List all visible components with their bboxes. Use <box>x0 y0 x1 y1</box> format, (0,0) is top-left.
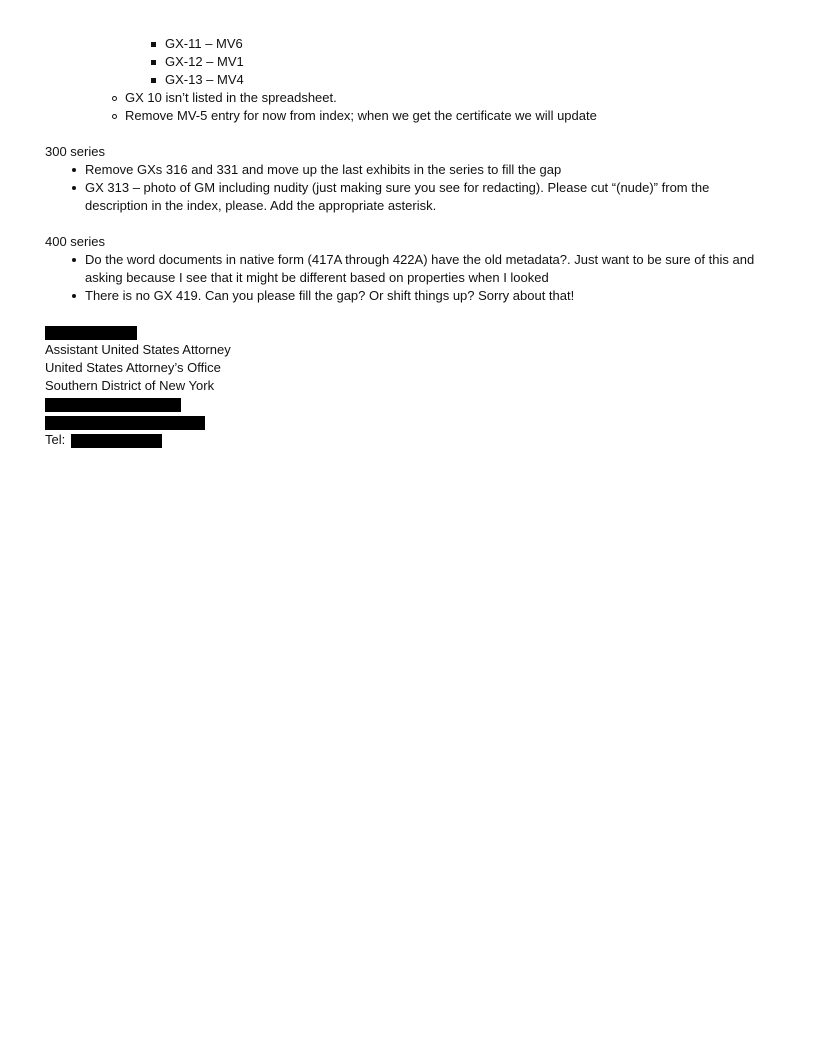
list-item <box>45 287 775 305</box>
signature-name <box>45 323 775 341</box>
list-item-text: Remove MV-5 entry for now from index; when we get the certificate we will update <box>125 108 597 123</box>
redaction-block <box>45 416 205 430</box>
signature-address-line-1 <box>45 395 775 413</box>
email-body <box>45 35 775 449</box>
hollow-circle-bullet-icon <box>112 114 117 119</box>
redaction-block <box>45 398 181 412</box>
disc-bullet-icon <box>72 294 76 298</box>
redaction-block <box>45 326 137 340</box>
disc-bullet-icon <box>72 186 76 190</box>
list-item-text: There is no GX 419. Can you please fill the gap? Or shift things up? Sorry about that! <box>85 288 575 303</box>
list-item-text: Remove GXs 316 and 331 and move up the last exhibits in the series to fill the gap <box>85 162 562 177</box>
square-bullet-icon <box>151 60 156 65</box>
section-heading-300: 300 series <box>45 144 105 159</box>
list-item <box>45 161 775 179</box>
list-item <box>45 179 775 215</box>
list-item-text: GX-12 – MV1 <box>165 54 244 69</box>
square-bullet-icon <box>151 78 156 83</box>
list-item <box>45 53 775 71</box>
signature-tel <box>45 431 775 449</box>
signature-district: Southern District of New York <box>45 378 215 393</box>
hollow-circle-bullet-icon <box>112 96 117 101</box>
redaction-block <box>71 434 162 448</box>
list-item <box>45 107 775 125</box>
signature-office: United States Attorney’s Office <box>45 360 221 375</box>
disc-bullet-icon <box>72 258 76 262</box>
list-item-text: GX 313 – photo of GM including nudity (just making sure you see for redacting). Please cut “(nude)” from the description in the index, please. Add the appropriate asterisk. <box>85 180 710 213</box>
square-bullet-icon <box>151 42 156 47</box>
signature-address-line-2 <box>45 413 775 431</box>
list-item-text: GX-13 – MV4 <box>165 72 244 87</box>
disc-bullet-icon <box>72 168 76 172</box>
list-item-text: GX-11 – MV6 <box>165 36 243 51</box>
list-item-text: Do the word documents in native form (417A through 422A) have the old metadata?. Just want to be sure of this and asking because I see that it might be different based on properties when I looked <box>85 252 755 285</box>
list-item <box>45 71 775 89</box>
signature-title: Assistant United States Attorney <box>45 342 231 357</box>
tel-label: Tel: <box>45 432 66 447</box>
list-item <box>45 251 775 287</box>
list-item-text: GX 10 isn’t listed in the spreadsheet. <box>125 90 337 105</box>
list-item <box>45 89 775 107</box>
list-item <box>45 35 775 53</box>
section-heading-400: 400 series <box>45 234 105 249</box>
